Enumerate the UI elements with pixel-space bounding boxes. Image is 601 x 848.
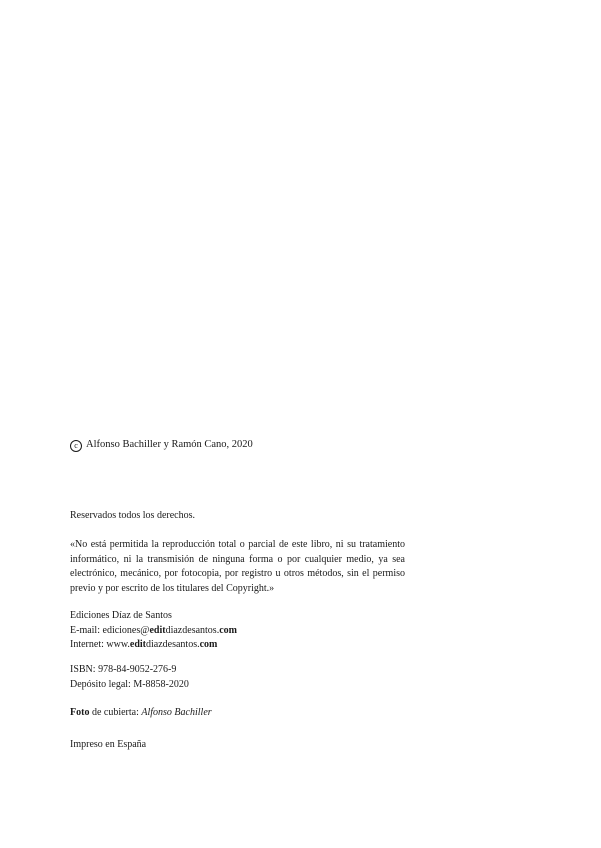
- copyright-symbol: c: [70, 440, 82, 452]
- printed-in: Impreso en España: [70, 739, 147, 750]
- publisher-info: [70, 609, 405, 653]
- isbn-value: 978-84-9052-276-9: [98, 664, 177, 675]
- publisher-email: [70, 624, 405, 639]
- legal-deposit-value: M-8858-2020: [133, 678, 189, 690]
- email-label: E-mail:: [70, 624, 103, 636]
- publisher-website: [70, 638, 405, 653]
- copyright-holders: Alfonso Bachiller y Ramón Cano, 2020: [86, 439, 253, 450]
- cover-photo-credit: [70, 706, 405, 721]
- publisher-name: Ediciones Díaz de Santos: [70, 610, 172, 621]
- copyright-line: [70, 438, 253, 452]
- isbn-label: ISBN:: [70, 664, 99, 675]
- web-domain: diazdesantos.: [146, 639, 200, 650]
- isbn-info: [70, 663, 405, 692]
- isbn-line: [70, 663, 405, 678]
- email-user: ediciones@: [102, 624, 150, 636]
- email-brand: edit: [149, 624, 166, 636]
- rights-reserved: Reservados todos los derechos.: [70, 510, 195, 521]
- legal-deposit-label: Depósito legal:: [70, 678, 134, 690]
- cover-label-rest: de cubierta:: [89, 707, 142, 718]
- email-domain: diazdesantos.: [165, 624, 220, 636]
- legal-deposit-line: [70, 678, 405, 693]
- web-brand: edit: [129, 639, 146, 650]
- web-label: Internet: www.: [70, 639, 130, 650]
- email-tld: com: [219, 624, 237, 636]
- web-tld: com: [199, 639, 218, 650]
- legal-notice: «No está permitida la reproducción total o parcial de este libro, ni su tratamiento informático, ni la transmisión de ninguna forma o por cualquier medio, ya sea electrónico, mecánico, por fotocopia, por registro u otros métodos, sin el permiso previo y por escrito de los titulares del Copyright.»: [70, 539, 405, 594]
- cover-label-bold: Foto: [70, 707, 90, 718]
- cover-photographer: Alfonso Bachiller: [141, 707, 212, 718]
